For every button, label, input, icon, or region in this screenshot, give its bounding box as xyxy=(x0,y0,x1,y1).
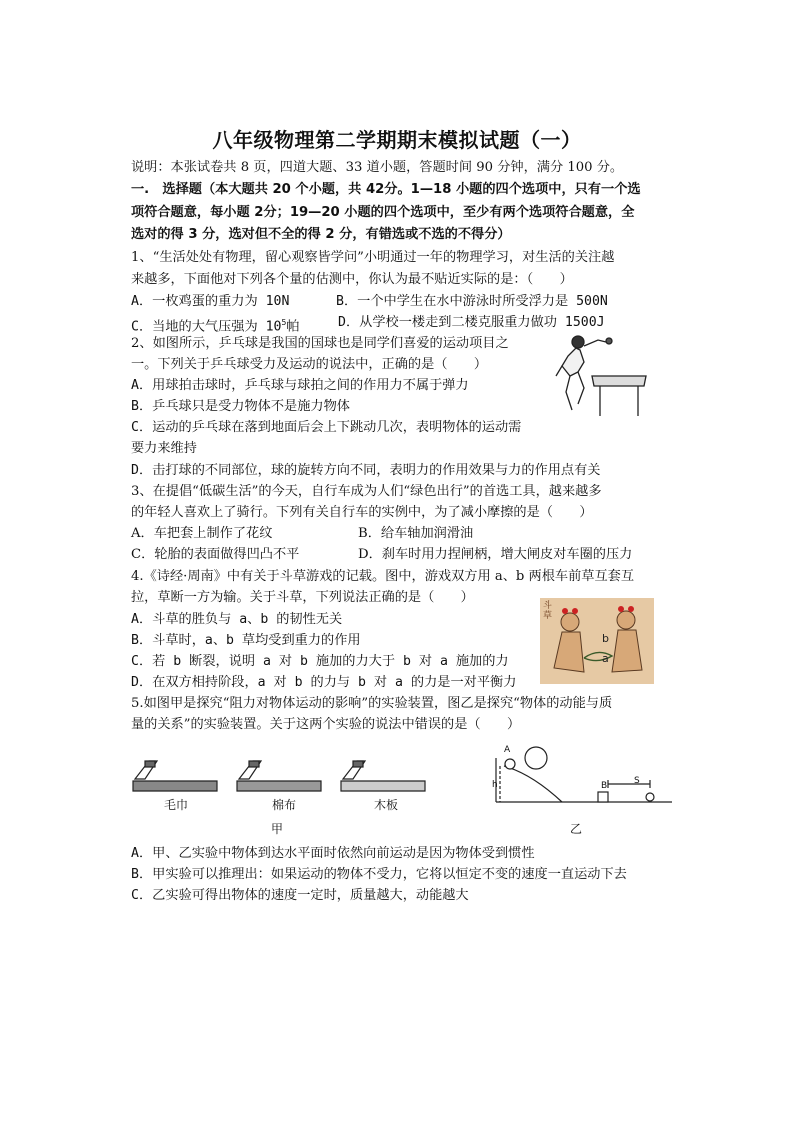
q2-option-c-line1: C．运动的乒乓球在落到地面后会上下跳动几次，表明物体的运动需 xyxy=(131,420,522,435)
ramp-label-B: B xyxy=(601,781,608,791)
q1-option-c-exponent: 5 xyxy=(281,318,287,327)
section1-heading-line3: 选对的得 3 分，选对但不全的得 2 分，有错选或不选的不得分） xyxy=(131,227,511,242)
q3-option-c: C．轮胎的表面做得凹凸不平 xyxy=(131,547,300,562)
q4-option-d: D．在双方相持阶段，a 对 b 的力与 b 对 a 的力是一对平衡力 xyxy=(131,675,517,690)
q2-stem-line1: 2、如图所示，乒乓球是我国的国球也是同学们喜爱的运动项目之 xyxy=(131,336,509,351)
q1-stem-line1: 1、“生活处处有物理，留心观察皆学问”小明通过一年的物理学习，对生活的关注越 xyxy=(131,250,615,265)
grass-label-a: a xyxy=(602,652,609,665)
grass-fighting-drawing xyxy=(540,598,654,684)
q4-stem-line1: 4.《诗经·周南》中有关于斗草游戏的记载。图中，游戏双方用 a、b 两根车前草互套互 xyxy=(131,569,635,584)
q2-option-a: A．用球拍击球时，乒乓球与球拍之间的作用力不属于弹力 xyxy=(131,378,469,393)
q4-option-b: B．斗草时，a、b 草均受到重力的作用 xyxy=(131,633,361,648)
exam-instructions: 说明：本张试卷共 8 页，四道大题、33 道小题，答题时间 90 分钟，满分 100 分。 xyxy=(131,160,624,175)
q5-stem-line1: 5.如图甲是探究“阻力对物体运动的影响”的实验装置，图乙是探究“物体的动能与质 xyxy=(131,696,613,711)
page-title: 八年级物理第二学期期末模拟试题（一） xyxy=(212,128,582,152)
surface-label-wood: 木板 xyxy=(374,798,399,812)
ramp-label-A: A xyxy=(504,745,511,755)
ping-pong-player-figure xyxy=(548,332,648,418)
q5-option-b: B．甲实验可以推理出：如果运动的物体不受力，它将以恒定不变的速度一直运动下去 xyxy=(131,867,627,882)
q1-stem-line2: 来越多，下面他对下列各个量的估测中，你认为最不贴近实际的是：（ ） xyxy=(131,272,573,287)
q5-stem-line2: 量的关系”的实验装置。关于这两个实验的说法中错误的是（ ） xyxy=(131,717,521,732)
q5-option-a: A．甲、乙实验中物体到达水平面时依然向前运动是因为物体受到惯性 xyxy=(131,846,535,861)
q1-option-b: B．一个中学生在水中游泳时所受浮力是 500N xyxy=(336,294,608,309)
q1-option-c-text: C．当地的大气压强为 10 xyxy=(131,319,282,335)
q2-option-d: D．击打球的不同部位，球的旋转方向不同，表明力的作用效果与力的作用点有关 xyxy=(131,463,601,478)
section1-heading-line2: 项符合题意，每小题 2分；19—20 小题的四个选项中，至少有两个选项符合题意，全 xyxy=(131,205,635,220)
grass-fighting-caption: 斗草 xyxy=(543,601,553,621)
q1-option-c-unit: 帕 xyxy=(286,319,300,335)
q4-option-c: C．若 b 断裂，说明 a 对 b 施加的力大于 b 对 a 施加的力 xyxy=(131,654,509,669)
q1-option-a: A．一枚鸡蛋的重力为 10N xyxy=(131,294,290,309)
grass-label-b: b xyxy=(602,632,609,645)
q2-stem-line2: 一。下列关于乒乓球受力及运动的说法中，正确的是（ ） xyxy=(131,357,488,372)
q3-option-b: B．给车轴加润滑油 xyxy=(358,526,474,541)
ramp-label-h: h xyxy=(492,780,498,790)
q4-stem-line2: 拉，草断一方为输。关于斗草，下列说法正确的是（ ） xyxy=(131,590,474,605)
q2-option-c-line2: 要力来维持 xyxy=(131,441,197,456)
ramp-label-S: S xyxy=(634,776,640,786)
q3-stem-line2: 的年轻人喜欢上了骑行。下列有关自行车的实例中，为了减小摩擦的是（ ） xyxy=(131,505,593,520)
q1-option-d: D．从学校一楼走到二楼克服重力做功 1500J xyxy=(338,315,605,330)
surface-label-towel: 毛巾 xyxy=(164,798,189,812)
surface-label-cotton: 棉布 xyxy=(272,798,297,812)
friction-experiment-figure xyxy=(131,755,431,795)
grass-fighting-illustration xyxy=(540,598,654,684)
q3-option-d: D．刹车时用力捏闸柄，增大闸皮对车圈的压力 xyxy=(358,547,633,562)
q2-option-b: B．乒乓球只是受力物体不是施力物体 xyxy=(131,399,350,414)
kinetic-energy-experiment-figure xyxy=(492,744,674,806)
q4-option-a: A．斗草的胜负与 a、b 的韧性无关 xyxy=(131,612,343,627)
section1-heading-line1: 一. 选择题（本大题共 20 个小题，共 42分。1—18 小题的四个选项中，只有一个选 xyxy=(131,182,641,197)
q3-stem-line1: 3、在提倡“低碳生活”的今天，自行车成为人们“绿色出行”的首选工具，越来越多 xyxy=(131,484,602,499)
figure-label-yi: 乙 xyxy=(570,822,583,836)
q3-option-a: A．车把套上制作了花纹 xyxy=(131,526,273,541)
figure-label-jia: 甲 xyxy=(271,822,284,836)
q5-option-c: C．乙实验可得出物体的速度一定时，质量越大，动能越大 xyxy=(131,888,469,903)
